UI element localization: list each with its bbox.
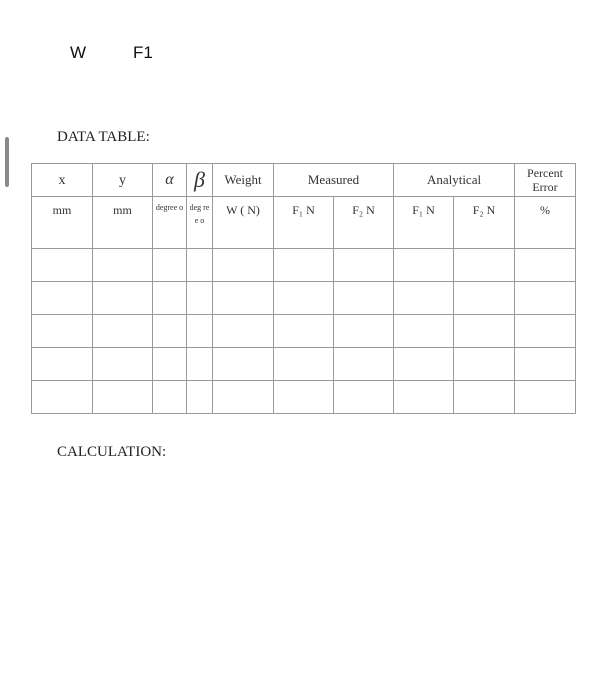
table-cell[interactable] bbox=[187, 282, 213, 315]
table-row bbox=[32, 282, 576, 315]
header-analytical bbox=[394, 164, 515, 197]
header-y-text: y bbox=[119, 173, 126, 188]
table-cell[interactable] bbox=[32, 315, 93, 348]
table-cell[interactable] bbox=[454, 381, 515, 414]
unit-analytical-f1-text: F₁ N bbox=[412, 203, 435, 217]
unit-x bbox=[32, 197, 93, 249]
table-cell[interactable] bbox=[515, 249, 576, 282]
table-cell[interactable] bbox=[32, 282, 93, 315]
beta-symbol: β bbox=[194, 167, 205, 192]
table-cell[interactable] bbox=[187, 249, 213, 282]
header-percent-error bbox=[515, 164, 576, 197]
header-alpha bbox=[153, 164, 187, 197]
table-cell[interactable] bbox=[515, 315, 576, 348]
table-cell[interactable] bbox=[454, 249, 515, 282]
table-cell[interactable] bbox=[274, 348, 334, 381]
table-cell[interactable] bbox=[153, 315, 187, 348]
header-y bbox=[93, 164, 153, 197]
unit-alpha bbox=[153, 197, 187, 249]
f1-label: F1 bbox=[133, 43, 153, 62]
unit-analytical-f2 bbox=[454, 197, 515, 249]
table-cell[interactable] bbox=[394, 381, 454, 414]
unit-alpha-text: degree o bbox=[155, 203, 184, 212]
header-x-text: x bbox=[58, 173, 66, 188]
table-cell[interactable] bbox=[32, 348, 93, 381]
unit-measured-f1-text: F₁ N bbox=[292, 203, 315, 217]
unit-percent-error-text: % bbox=[540, 203, 551, 217]
unit-percent-error bbox=[515, 197, 576, 249]
header-measured-text: Measured bbox=[307, 172, 360, 187]
header-analytical-text: Analytical bbox=[426, 172, 482, 187]
table-cell[interactable] bbox=[32, 249, 93, 282]
units-row bbox=[32, 197, 576, 249]
table-cell[interactable] bbox=[153, 282, 187, 315]
table-row bbox=[32, 249, 576, 282]
table-cell[interactable] bbox=[93, 282, 153, 315]
header-weight bbox=[213, 164, 274, 197]
table-cell[interactable] bbox=[32, 381, 93, 414]
table-cell[interactable] bbox=[213, 249, 274, 282]
scroll-indicator[interactable] bbox=[5, 137, 9, 187]
unit-measured-f2 bbox=[334, 197, 394, 249]
unit-weight-text: W ( N) bbox=[226, 203, 260, 217]
table-row bbox=[32, 381, 576, 414]
table-cell[interactable] bbox=[454, 282, 515, 315]
table-cell[interactable] bbox=[394, 249, 454, 282]
table-cell[interactable] bbox=[334, 381, 394, 414]
header-x bbox=[32, 164, 93, 197]
unit-measured-f2-text: F₂ N bbox=[352, 203, 375, 217]
table-cell[interactable] bbox=[153, 381, 187, 414]
table-cell[interactable] bbox=[213, 315, 274, 348]
alpha-symbol: α bbox=[165, 171, 174, 188]
table-cell[interactable] bbox=[187, 381, 213, 414]
table-cell[interactable] bbox=[93, 249, 153, 282]
unit-measured-f1 bbox=[274, 197, 334, 249]
table-cell[interactable] bbox=[274, 249, 334, 282]
unit-beta bbox=[187, 197, 213, 249]
table-cell[interactable] bbox=[515, 282, 576, 315]
table-cell[interactable] bbox=[153, 348, 187, 381]
unit-analytical-f1 bbox=[394, 197, 454, 249]
unit-weight bbox=[213, 197, 274, 249]
table-cell[interactable] bbox=[394, 315, 454, 348]
unit-x-text: mm bbox=[52, 203, 72, 217]
table-cell[interactable] bbox=[454, 348, 515, 381]
table-cell[interactable] bbox=[187, 315, 213, 348]
table-cell[interactable] bbox=[213, 348, 274, 381]
table-cell[interactable] bbox=[515, 381, 576, 414]
table-cell[interactable] bbox=[274, 315, 334, 348]
table-row bbox=[32, 348, 576, 381]
table-cell[interactable] bbox=[274, 282, 334, 315]
table-cell[interactable] bbox=[93, 315, 153, 348]
table-cell[interactable] bbox=[334, 282, 394, 315]
header-weight-text: Weight bbox=[224, 172, 262, 187]
unit-y bbox=[93, 197, 153, 249]
table-cell[interactable] bbox=[213, 282, 274, 315]
header-percent-text: Percent bbox=[527, 166, 563, 180]
data-table bbox=[31, 163, 576, 414]
table-cell[interactable] bbox=[515, 348, 576, 381]
calculation-title: CALCULATION: bbox=[57, 444, 167, 460]
unit-analytical-f2-text: F₂ N bbox=[472, 203, 496, 217]
table-cell[interactable] bbox=[187, 348, 213, 381]
header-error-text: Error bbox=[532, 180, 558, 194]
table-cell[interactable] bbox=[394, 282, 454, 315]
table-cell[interactable] bbox=[334, 315, 394, 348]
table-cell[interactable] bbox=[394, 348, 454, 381]
table-row bbox=[32, 315, 576, 348]
table-cell[interactable] bbox=[274, 381, 334, 414]
table-cell[interactable] bbox=[334, 348, 394, 381]
data-table-title: DATA TABLE: bbox=[57, 129, 150, 145]
table-cell[interactable] bbox=[93, 381, 153, 414]
unit-y-text: mm bbox=[113, 203, 132, 217]
table-cell[interactable] bbox=[153, 249, 187, 282]
w-label: W bbox=[70, 43, 87, 62]
header-row bbox=[32, 164, 576, 197]
header-beta bbox=[187, 164, 213, 197]
table-cell[interactable] bbox=[454, 315, 515, 348]
table-cell[interactable] bbox=[334, 249, 394, 282]
table-cell[interactable] bbox=[213, 381, 274, 414]
unit-beta-text: deg ree o bbox=[189, 203, 210, 225]
header-measured bbox=[274, 164, 394, 197]
table-cell[interactable] bbox=[93, 348, 153, 381]
